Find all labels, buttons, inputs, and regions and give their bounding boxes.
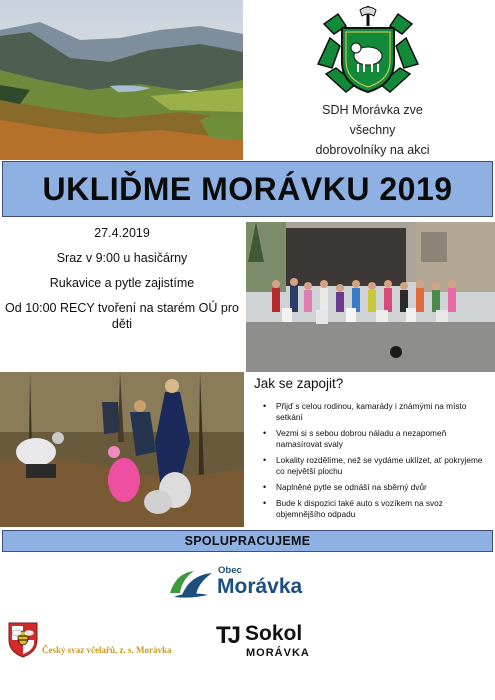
event-date: 27.4.2019 — [94, 226, 150, 240]
event-details — [0, 225, 244, 341]
obec-moravka-logo — [168, 563, 333, 603]
obec-moravka-logo-icon — [168, 567, 214, 599]
list-item: • Vezmi si s sebou dobrou náladu a nezapomeň namasírovat svaly — [258, 428, 492, 450]
firefighter-crest-icon — [316, 4, 420, 96]
invitation-line-2: všechny — [349, 123, 396, 137]
moravka-label: Morávka — [217, 575, 303, 598]
invitation-line-1: SDH Morávka zve — [322, 103, 423, 117]
volunteers-group-photo — [246, 222, 495, 372]
obec-label: Obec — [218, 565, 242, 576]
list-item: • Bude k dispozici také auto s vozíkem na svoz objemnějšího odpadu — [258, 498, 492, 520]
title-band — [2, 161, 493, 217]
beekeepers-name: Český svaz včelařů, z. s. Morávka — [42, 645, 172, 655]
beekeepers-logo — [6, 620, 206, 660]
how-to-join-section — [254, 376, 492, 525]
valley-landscape-photo — [0, 0, 243, 160]
how-to-join-list — [254, 401, 492, 520]
kids-activity: Od 10:00 RECY tvoření na starém OÚ pro děti — [5, 301, 239, 331]
invitation-text — [250, 100, 495, 160]
list-item: • Naplněné pytle se odnáší na sběrný dvůr — [258, 482, 492, 493]
partners-heading: SPOLUPRACUJEME — [184, 534, 311, 548]
tj-mark: TJ — [216, 622, 239, 649]
meeting-point: Sraz v 9:00 u hasičárny — [56, 251, 188, 265]
list-item: • Lokality rozdělíme, než se vydáme uklízet, ať pokryjeme co největší plochu — [258, 455, 492, 477]
beekeepers-emblem-icon — [6, 620, 40, 658]
invitation-line-3: dobrovolníky na akci — [315, 143, 430, 157]
sokol-label: Sokol — [245, 622, 303, 645]
how-to-join-heading: Jak se zapojit? — [254, 376, 344, 391]
kids-cleaning-photo — [0, 372, 244, 527]
supplies-note: Rukavice a pytle zajistíme — [49, 276, 195, 290]
partners-band — [2, 530, 493, 552]
tj-sokol-logo — [216, 620, 326, 666]
list-item: • Přijď s celou rodinou, kamarády i známými na místo setkání — [258, 401, 492, 423]
event-title: UKLIĎME MORÁVKU 2019 — [42, 170, 453, 207]
sokol-moravka-label: MORÁVKA — [246, 647, 310, 659]
